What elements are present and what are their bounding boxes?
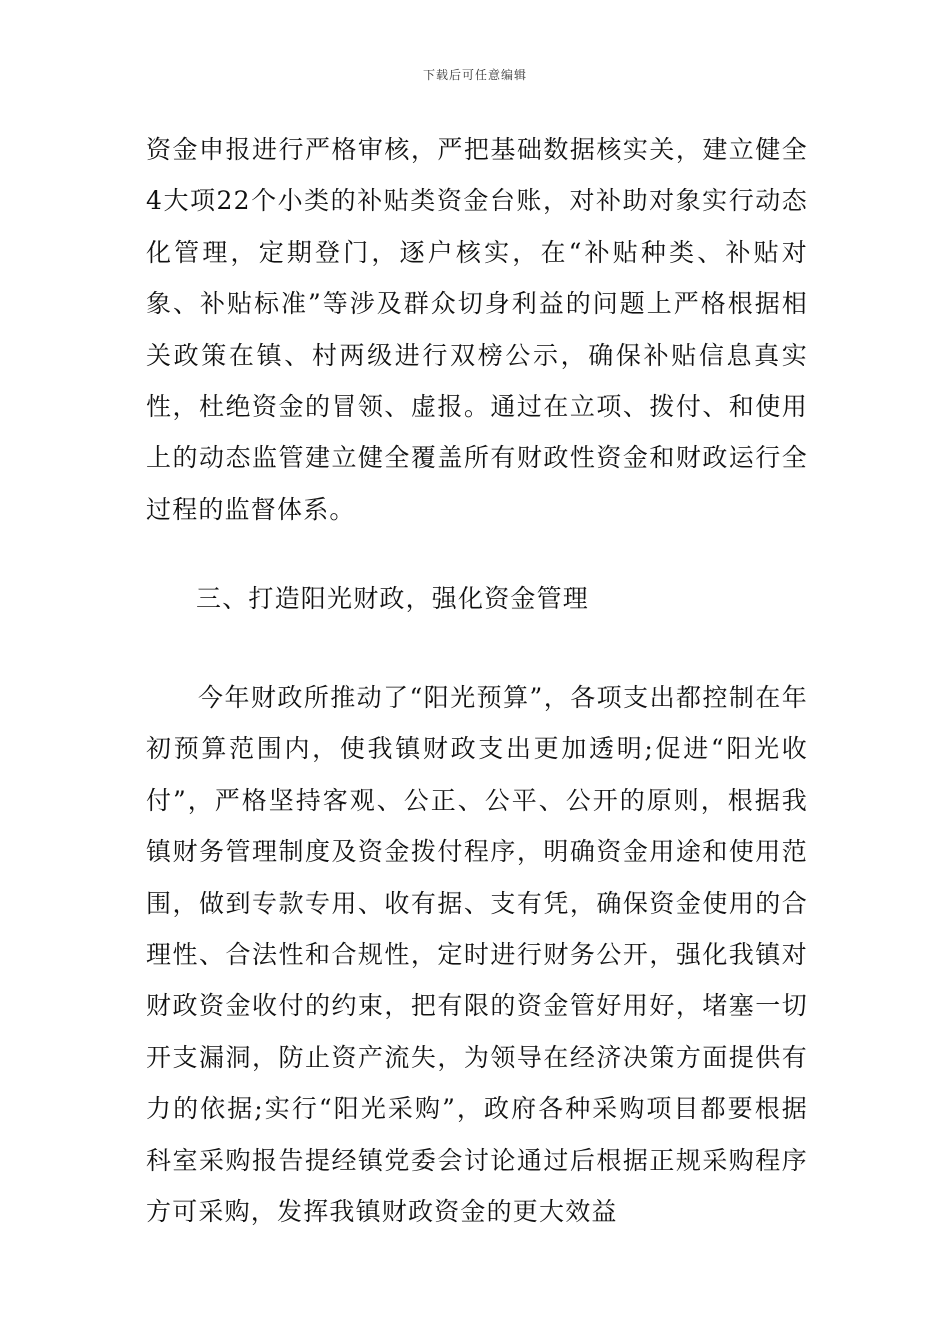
page-header: 下载后可任意编辑: [422, 68, 527, 82]
section-heading: 三、打造阳光财政，强化资金管理: [196, 584, 590, 613]
paragraph-subsidy-audit: 资金申报进行严格审核，严把基础数据核实关，建立健全4大项22个小类的补贴类资金台账，对补助对象实行动态化管理，定期登门，逐户核实，在“补贴种类、补贴对象、补贴标准”等涉及群众切身利益的问题上严格根据相关政策在镇、村两级进行双榜公示，确保补贴信息真实性，杜绝资金的冒领、虚报。通过在立项、拨付、和使用上的动态监管建立健全覆盖所有财政性资金和财政运行全过程的监督体系。: [146, 135, 808, 524]
paragraph-sunshine-finance: 今年财政所推动了“阳光预算”，各项支出都控制在年初预算范围内，使我镇财政支出更加透明;促进“阳光收付”，严格坚持客观、公正、公平、公开的原则，根据我镇财务管理制度及资金拨付程序，明确资金用途和使用范围，做到专款专用、收有据、支有凭，确保资金使用的合理性、合法性和合规性，定时进行财务公开，强化我镇对财政资金收付的约束，把有限的资金管好用好，堵塞一切开支漏洞，防止资产流失，为领导在经济决策方面提供有力的依据;实行“阳光采购”，政府各种采购项目都要根据科室采购报告提经镇党委会讨论通过后根据正规采购程序方可采购，发挥我镇财政资金的更大效益: [146, 683, 808, 1227]
